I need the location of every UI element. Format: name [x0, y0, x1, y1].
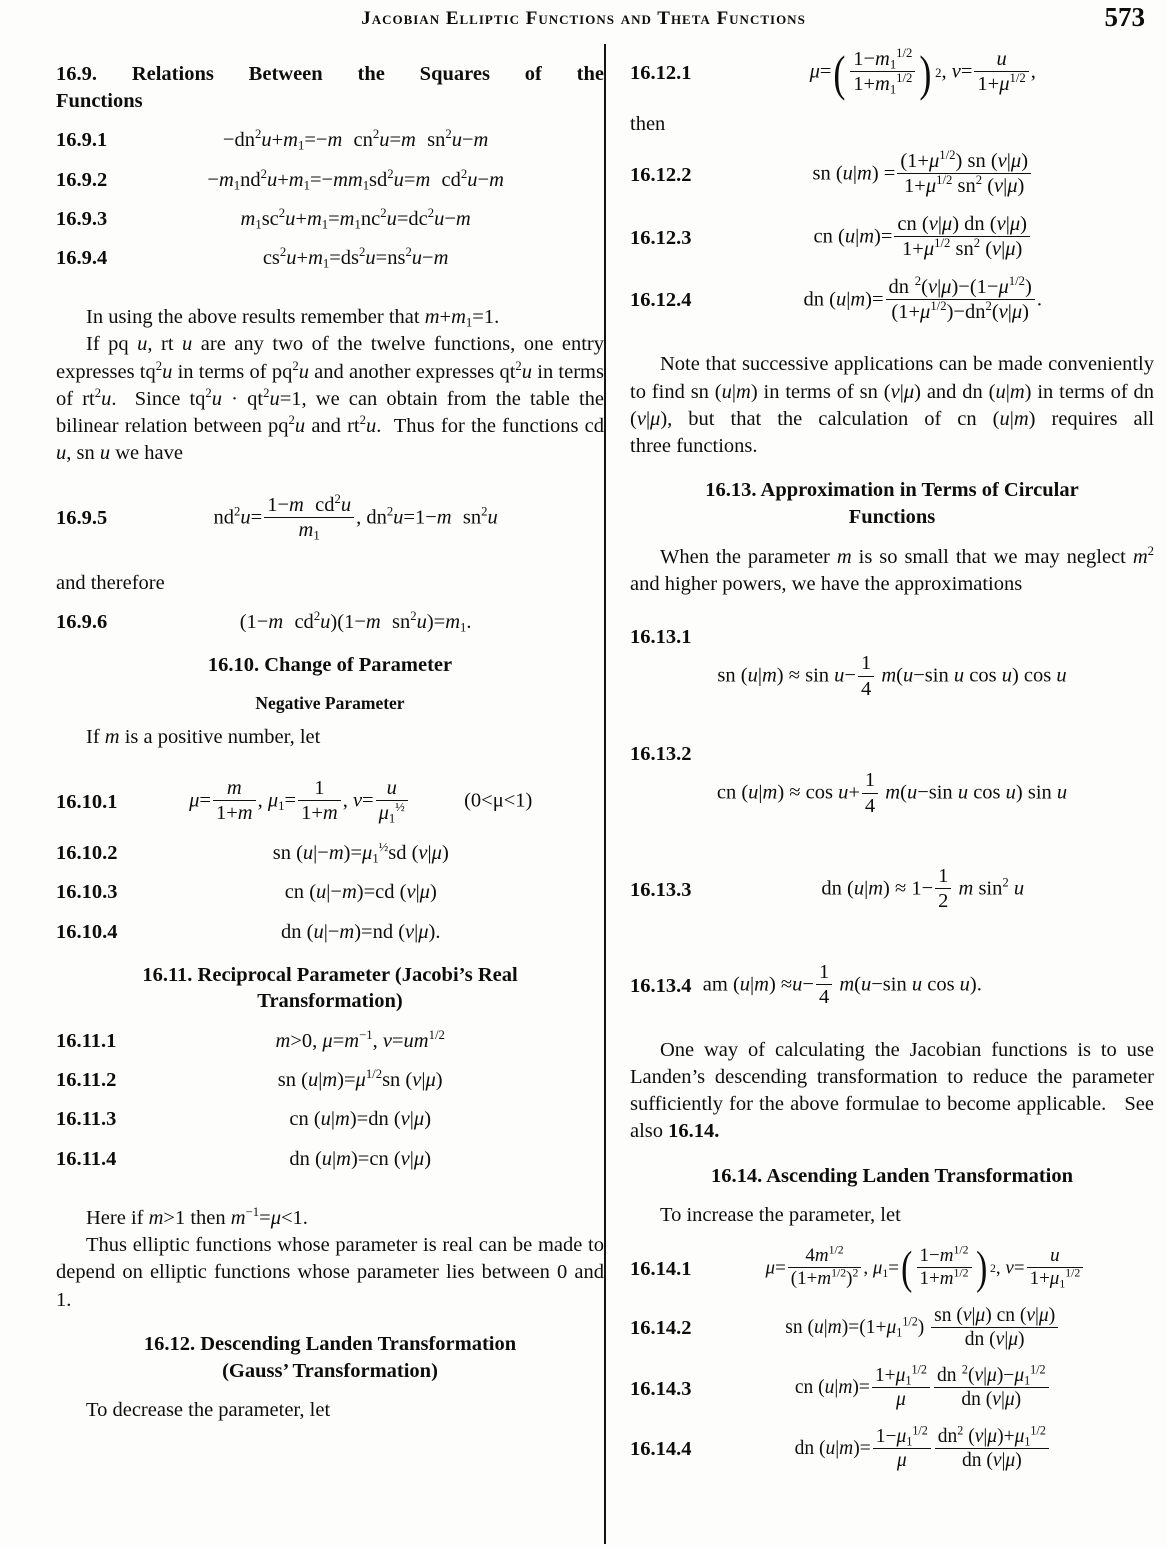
equation-16-11-2 — [56, 1067, 604, 1093]
equation-number: 16.9.2 — [56, 168, 108, 191]
equation-number: 16.13.3 — [630, 878, 692, 901]
equation-number: 16.12.1 — [630, 61, 692, 84]
equation-number: 16.12.4 — [630, 289, 692, 312]
equation-expression: dn (u|m)= $\frac{dn ^2(v|\mu)-(1-\mu^{1/2})}{(1+\mu^{1/2})-dn^2(v|\mu)}$ . — [803, 273, 1042, 323]
equation-expression: sn $(u|m)=\mu^{1/2}sn$ (v|μ) — [277, 1067, 443, 1092]
equation-number: 16.10.2 — [56, 842, 118, 865]
equation-16-12-4 — [630, 273, 1154, 326]
subheading-negative-parameter: Negative Parameter — [255, 692, 405, 713]
equation-16-10-2 — [56, 840, 604, 866]
equation-expression: (1−m $cd^2u)(1-m$ $sn^2u)=m_1$. — [239, 608, 472, 635]
heading-16-12: 16.12. Descending Landen Transformation (Gauss’ Transformation) — [143, 1332, 517, 1382]
equation-number: 16.13.1 — [630, 626, 692, 649]
equation-expression: μ= ( $\frac{1-m_1^{1/2}}{1+m_1^{1/2}}$ ) 2 , v= $\frac{u}{1+\mu^{1/2}}$ , — [809, 44, 1036, 101]
left-column — [56, 44, 604, 1424]
equation-number: 16.14.4 — [630, 1438, 692, 1461]
equation-expression: sn $(u|m)=(1+\mu_1^{1/2})$ $\frac{sn (v|\mu) cn (v|\mu)}{dn (v|\mu)}$ — [692, 1305, 1155, 1352]
equation-number: 16.11.4 — [56, 1147, 117, 1170]
heading-16-10: 16.10. Change of Parameter — [207, 653, 453, 676]
equation-16-9-5 — [56, 491, 604, 544]
paragraph-if-m-positive: If m is a positive number, let — [86, 726, 321, 748]
equation-expression: dn (u|m)= $\frac{1-\mu_1^{1/2}}{\mu}$ $\frac{dn^2 (v|\mu)+\mu_1^{1/2}}{dn (v|\mu)}$ — [692, 1426, 1155, 1473]
equation-number: 16.11.3 — [56, 1108, 117, 1131]
equation-number: 16.14.3 — [630, 1377, 692, 1400]
equation-expression: μ= $\frac{4m^{1/2}}{(1+m^{1/2})^2}$ , $\mu_1=$ ( $\frac{1-m^{1/2}}{1+m^{1/2}}$ ) 2 , v= $\frac{u}{1+\mu_1^{1/2}}$ — [692, 1246, 1155, 1292]
equation-expression: cn (u|m)=dn (v|μ) — [289, 1108, 432, 1131]
equation-16-12-3 — [630, 213, 1154, 263]
equation-expression: sn (u|m) = $\frac{(1+\mu^{1/2}) sn (v|\mu)}{1+\mu^{1/2} sn^2 (v|\mu)}$ — [692, 150, 1155, 200]
equation-number: 16.14.1 — [630, 1257, 692, 1280]
paragraph-note-successive: Note that successive applications can be made conveniently to find sn (u|m) in terms of sn (v|μ) and dn (u|m) in terms of dn (v|μ), but that the calculation of cn (u|m) requires all three functions. — [630, 353, 1155, 458]
paragraph-one-way-calculating: One way of calculating the Jacobian functions is to use Landen’s descending transformation to reduce the parameter sufficiently for the above formulae to become applicable. See also 16.14. — [630, 1038, 1154, 1143]
equation-16-11-3 — [56, 1106, 604, 1132]
two-column-body — [0, 44, 1167, 1547]
equation-16-10-1 — [56, 777, 604, 827]
equation-expression: cn (u|m) ≈ cos u+ $\frac{1}{4}$ m(u−sin u cos u) sin u — [716, 769, 1068, 817]
equation-16-10-3 — [56, 879, 604, 905]
equation-16-9-6 — [56, 609, 604, 635]
equation-16-11-1 — [56, 1028, 604, 1054]
page-number: 573 — [1104, 2, 1145, 32]
equation-16-9-4 — [56, 245, 604, 271]
equation-expression: dn (u|m) ≈ 1− $\frac{1}{2}$ m $\sin^2 u$ — [821, 865, 1025, 913]
equation-expression: $cs^2u+m_1=ds^2u=ns^2u-m$ — [262, 245, 449, 271]
equation-expression: dn (u|−m)=nd (v|μ). — [281, 920, 441, 943]
equation-expression: sn $(u|-m)=\mu_1^{\frac{1}{2}}sd$ (v|μ) — [272, 840, 449, 866]
equation-expression: $-dn^2u+m_1=-m$ $cn^2u=m$ $sn^2u-m$ — [222, 127, 489, 153]
heading-16-11: 16.11. Reciprocal Parameter (Jacobi’s Real Transformation) — [142, 963, 518, 1013]
equation-number: 16.11.1 — [56, 1030, 117, 1053]
equation-expression: m>0, $\mu=m^{-1}$, $v=um^{1/2}$ — [275, 1028, 445, 1053]
equation-16-13-1 — [630, 624, 1154, 702]
equation-number: 16.13.4 — [630, 974, 692, 997]
equation-16-13-2 — [630, 741, 1154, 819]
text-and-therefore: and therefore — [56, 571, 165, 594]
equation-expression: sn (u|m) ≈ sin u− $\frac{1}{4}$ m(u−sin u cos u) cos u — [717, 652, 1067, 700]
equation-16-11-4 — [56, 1146, 604, 1172]
equation-expression: cn (u|m)= $\frac{cn (v|\mu) dn (v|\mu)}{1+\mu^{1/2} sn^2 (v|\mu)}$ — [692, 213, 1155, 263]
equation-number: 16.10.1 — [56, 791, 118, 814]
equation-expression: dn (u|m)=cn (v|μ) — [289, 1147, 432, 1170]
equation-number: 16.14.2 — [630, 1317, 692, 1340]
paragraph-to-decrease: To decrease the parameter, let — [86, 1399, 331, 1422]
right-column — [630, 44, 1154, 1486]
equation-16-14-3 — [630, 1362, 1154, 1412]
equation-16-13-4 — [630, 961, 1154, 1011]
equation-16-12-2 — [630, 150, 1154, 200]
equation-number: 16.12.2 — [630, 163, 692, 186]
equation-number: 16.10.4 — [56, 920, 118, 943]
equation-expression: $-m_1nd^2u+m_1=-mm_1sd^2u=m$ $cd^2u-m$ — [207, 166, 504, 193]
heading-16-9: 16.9. Relations Between the Squares of the Functions — [56, 63, 604, 112]
paragraph-twelve-functions: If pq u, rt u are any two of the twelve functions, one entry expresses $tq^2u$ in terms of $pq^2u$ and another expresses $qt^2u$ in terms of $rt^2u$. Since $tq^2u \cdot qt^2u=1$, we can obtain from the table the bilinear relation between $pq^2u$ and $rt^2u$. Thus for the functions cd u, sn u we have — [56, 333, 604, 465]
equation-16-13-3 — [630, 865, 1154, 915]
equation-number: 16.9.3 — [56, 207, 108, 230]
equation-number: 16.9.1 — [56, 129, 108, 152]
equation-expression: μ= $\frac{m}{1+m}$ , $\mu_1=$ $\frac{1}{1+m}$ , v= $\frac{u}{\mu_1^{\frac{1}{2}}}$ (0<μ<1) — [189, 777, 533, 826]
paragraph-remember-identity: In using the above results remember that $m+m_1=1$. — [86, 306, 500, 330]
equation-expression: $nd^2u=$ $\frac{1-m cd^2u}{m_1}$ , $dn^2u=1-m$ $sn^2u$ — [213, 491, 498, 543]
equation-condition: (0<μ<1) — [464, 789, 533, 812]
equation-number: 16.9.5 — [56, 507, 108, 530]
paragraph-when-parameter-small: When the parameter m is so small that we may neglect $m^2$ and higher powers, we have the approximations — [630, 543, 1154, 595]
equation-number: 16.10.3 — [56, 881, 118, 904]
equation-16-14-4 — [630, 1423, 1154, 1473]
running-head: Jacobian Elliptic Functions and Theta Functions — [361, 8, 806, 29]
equation-16-14-2 — [630, 1305, 1154, 1352]
equation-number: 16.11.2 — [56, 1069, 117, 1092]
equation-expression: cn (u|−m)=cd (v|μ) — [284, 881, 437, 904]
equation-expression: $m_1sc^2u+m_1=m_1nc^2u=dc^2u-m$ — [240, 205, 471, 232]
equation-16-14-1 — [630, 1242, 1154, 1294]
equation-number: 16.12.3 — [630, 226, 692, 249]
equation-expression: cn (u|m)= $\frac{1+\mu_1^{1/2}}{\mu}$ $\frac{dn ^2(v|\mu)-\mu_1^{1/2}}{dn (v|\mu)}$ — [692, 1365, 1155, 1412]
equation-16-10-4 — [56, 919, 604, 945]
equation-number: 16.9.4 — [56, 246, 108, 269]
paragraph-to-increase: To increase the parameter, let — [660, 1204, 901, 1227]
equation-number: 16.9.6 — [56, 610, 108, 633]
heading-16-14: 16.14. Ascending Landen Transformation — [710, 1164, 1074, 1187]
equation-16-9-3 — [56, 206, 604, 232]
paragraph-thus-elliptic: Thus elliptic functions whose parameter is real can be made to depend on elliptic functions whose parameter lies between 0 and 1. — [56, 1234, 604, 1311]
heading-16-13: 16.13. Approximation in Terms of Circular Functions — [705, 479, 1079, 528]
equation-16-9-1 — [56, 127, 604, 153]
equation-16-12-1 — [630, 44, 1154, 101]
paragraph-here-if-m: Here if m>1 then $m^{-1}=\mu<1$. — [86, 1205, 308, 1229]
text-then: then — [630, 112, 666, 135]
equation-number: 16.13.2 — [630, 743, 692, 766]
equation-expression: am (u|m) ≈u− $\frac{1}{4}$ m(u−sin u cos u). — [702, 960, 982, 1009]
equation-16-9-2 — [56, 167, 604, 193]
